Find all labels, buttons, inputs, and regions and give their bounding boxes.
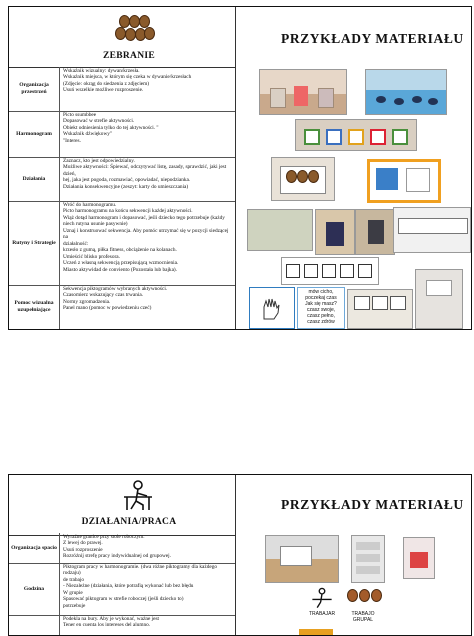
floor-cushions-photo xyxy=(365,69,447,115)
person-at-desk-icon xyxy=(310,587,334,609)
pictogram-board-photo xyxy=(367,159,441,203)
children-activity-photo xyxy=(355,209,395,255)
examples-title: PRZYKŁADY MATERIAŁU xyxy=(281,31,464,46)
row-text: Wróć do harmonogramu. Picto harmonogramu na końcu sekwencji każdej aktywności. Wiąż dotąd harmonogram i dopasować, jeśli dziecko tego potrzebuje (każdy niech rutyna usunie pasywnie) Uznaj i konstruować sekwencja. Aby pomóc utrzymać się w pozycji siedzącej na działalność: krzesło z gumą, piłka fitness, obciążenie na kolanach. Umieścić blisko profesora. Uczeń z własną sekwencją przepisującą wzmocnienia. Miasto aktywidad de conviento (Pozostała lub bajka). xyxy=(63,202,229,273)
table-row xyxy=(9,285,235,329)
row-label: Rutyny i Strategie xyxy=(9,201,60,285)
classroom-chairs-photo xyxy=(259,69,347,115)
orange-card-edge xyxy=(299,629,333,635)
row-label: Godzina xyxy=(9,563,60,615)
slide-zebranie xyxy=(8,6,472,330)
row-text: Podekla na bury. Aby je wykonać, ważne jest Tener en cuenta los intereses del alumno. xyxy=(63,616,160,629)
row-text: Sekwencja piktogramów wybranych aktywności. Czasomierz wskazujący czas trwania. Normy zgromadzenia. Panel mano (pomoc w powiedzeniu czeć) xyxy=(63,286,168,312)
hand-icon xyxy=(256,293,286,323)
classroom-photo xyxy=(247,209,313,251)
group-of-people-icon xyxy=(115,15,151,45)
table-header xyxy=(9,7,235,68)
row-text: Wskaźnik wizualny: dywan/krzesła. Wskaźnik miejsca, w którym się czeka w dywanie/krzesłach (Zdjęcie: okrąg do siedzenia z zdjęciem) Usuń wszelkie możliwe rozproszenie. xyxy=(63,68,192,94)
row-label: Organizacja przestrzeń xyxy=(9,67,60,111)
row-label: Działania xyxy=(9,157,60,201)
hand-pictogram xyxy=(249,287,295,329)
table-row xyxy=(9,615,235,635)
shelf-trays-photo xyxy=(351,535,385,583)
left-table xyxy=(9,7,236,329)
slide-dzialania-praca xyxy=(8,474,472,636)
table-row xyxy=(9,533,235,564)
table-row xyxy=(9,67,235,112)
child-at-table-photo xyxy=(315,209,355,255)
row-text: Piktogram pracy w harmonogramie. (dwa różne piktogramy dla każdego rodzaju) de trabajo - Niezależne (działania, które potrafią wykonać lub bez błędu W grupie Spasować piktogram w strefie roboczej (jeśli dziecko to) potrzebuje xyxy=(63,564,218,609)
table-header xyxy=(9,475,235,536)
examples-title: PRZYKŁADY MATERIAŁU xyxy=(281,497,464,512)
slide-title: ZEBRANIE xyxy=(102,51,156,61)
person-at-desk-icon xyxy=(121,479,155,511)
rules-board-photo xyxy=(347,289,413,329)
group-pictogram-photo xyxy=(271,157,335,201)
table-row xyxy=(9,111,235,158)
wall-panel-photo xyxy=(415,269,463,329)
pictogram-strip-photo xyxy=(281,257,379,285)
table-row xyxy=(9,563,235,616)
work-pictogram: TRABAJAR xyxy=(305,587,339,621)
work-table-photo xyxy=(265,535,339,583)
row-label: Pomoc wizualna uzupełniające xyxy=(9,285,60,329)
row-label xyxy=(9,615,60,635)
group-work-pictogram: TRABAJO GRUPAL xyxy=(343,587,383,621)
storage-photo xyxy=(403,537,435,579)
row-text: Wyraźne granice przy stole roboczym. Z lewej do prawej. Usuń rozproszenie Rozróżnij strefę pracy indywidualnej od grupowej. xyxy=(63,534,171,560)
row-label: Organizacja spacio xyxy=(9,533,60,563)
table-row xyxy=(9,157,235,202)
sequence-board-photo xyxy=(393,207,471,253)
left-table xyxy=(9,475,236,635)
slide-title: DZIAŁANIA/PRACA xyxy=(81,517,177,527)
table-row xyxy=(9,201,235,286)
speech-rules-card: mów cicho, poczekaj czas Jak się masz? czasz swoje, czasz pełno, czasz zdrów xyxy=(297,287,345,329)
row-text: Zaznacz, kto jest odpowiedzialny. Możliwe aktywności: Śpiewać, odczytywać listę, zasady, sprawdzić, jaki jest dzień, hej, jaka jest pogoda, rozmawiać, opowiadać, niepodzianka. Działania konsekwencyjne (zeszyt: karty do umieszczania) xyxy=(63,158,227,190)
schedule-strip-photo xyxy=(295,119,417,151)
row-text: Picto ssumbbee Dopasować w strefie aktywności. Obiekt odniesienia tylko do tej aktywności. " Wskaźnik dźwiękowy" "Interes. xyxy=(63,112,159,144)
row-label: Harmonogram xyxy=(9,111,60,157)
